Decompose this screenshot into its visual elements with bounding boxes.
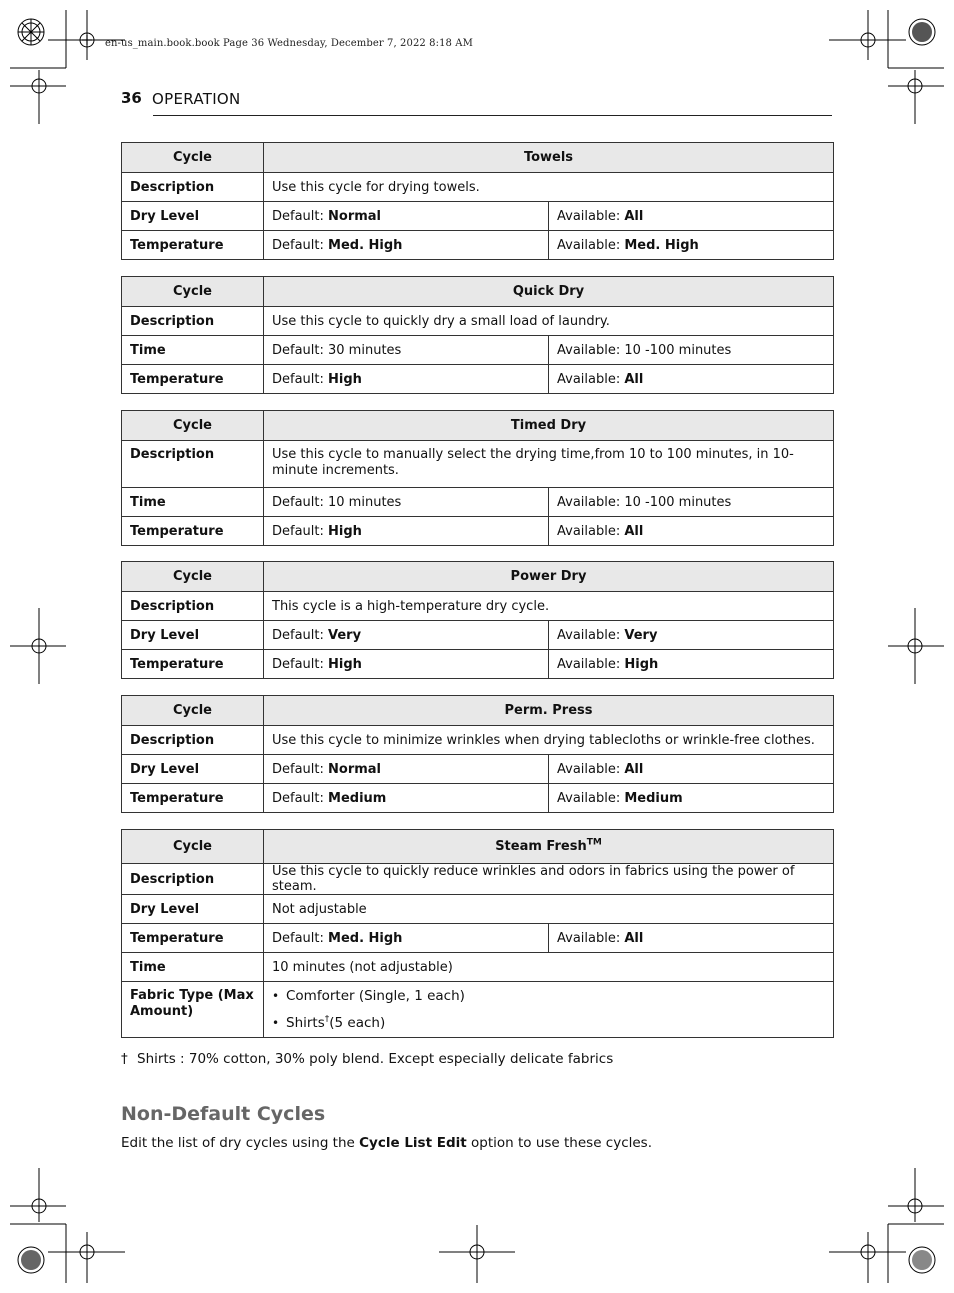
row-label: Temperature <box>122 650 264 679</box>
row-label: Description <box>122 441 264 488</box>
available-cell: Available: Medium <box>549 784 834 813</box>
available-cell: Available: All <box>549 202 834 231</box>
available-cell: Available: Very <box>549 621 834 650</box>
row-description: Use this cycle to quickly reduce wrinkles and odors in fabrics using the power of steam. <box>264 864 834 895</box>
row-label: Description <box>122 864 264 895</box>
row-label: Temperature <box>122 517 264 546</box>
cycle-table-quick-dry <box>121 276 834 394</box>
header-cycle-name: Perm. Press <box>264 696 834 726</box>
default-cell: Default: High <box>264 650 549 679</box>
row-description: Use this cycle to quickly dry a small load of laundry. <box>264 307 834 336</box>
table-row <box>122 517 834 546</box>
header-cycle-name: Quick Dry <box>264 277 834 307</box>
row-label: Temperature <box>122 924 264 953</box>
row-label: Description <box>122 173 264 202</box>
default-cell: Default: Med. High <box>264 924 549 953</box>
row-description: Use this cycle to manually select the drying time,from 10 to 100 minutes, in 10-minute increments. <box>264 441 834 488</box>
table-row <box>122 202 834 231</box>
header-cycle: Cycle <box>122 562 264 592</box>
header-cycle-name: Steam Fresh™ <box>264 830 834 864</box>
cycle-table-towels <box>121 142 834 260</box>
row-description: Use this cycle for drying towels. <box>264 173 834 202</box>
cycle-table-steam-fresh <box>121 829 834 1038</box>
fabric-list-cell <box>264 982 834 1038</box>
list-item: • Shirts†(5 each) <box>272 1015 825 1031</box>
print-info-line: en-us_main.book.book Page 36 Wednesday, December 7, 2022 8:18 AM <box>105 38 473 49</box>
table-row <box>122 784 834 813</box>
row-label: Dry Level <box>122 895 264 924</box>
row-label: Description <box>122 726 264 755</box>
row-description: Use this cycle to minimize wrinkles when drying tablecloths or wrinkle-free clothes. <box>264 726 834 755</box>
table-row <box>122 441 834 488</box>
available-cell: Available: All <box>549 755 834 784</box>
table-row <box>122 173 834 202</box>
page-header <box>121 89 832 117</box>
header-cycle: Cycle <box>122 143 264 173</box>
table-row <box>122 726 834 755</box>
table-row <box>122 864 834 895</box>
non-default-cycles-text: Edit the list of dry cycles using the Cycle List Edit option to use these cycles. <box>121 1135 653 1151</box>
header-rule <box>153 115 832 116</box>
row-label: Time <box>122 953 264 982</box>
table-row <box>122 307 834 336</box>
default-cell: Default: Very <box>264 621 549 650</box>
row-label: Time <box>122 488 264 517</box>
table-row <box>122 592 834 621</box>
page-number: 36 <box>121 89 142 107</box>
available-cell: Available: Med. High <box>549 231 834 260</box>
table-row <box>122 336 834 365</box>
row-label: Dry Level <box>122 621 264 650</box>
table-header-row <box>122 562 834 592</box>
default-cell: Default: Normal <box>264 202 549 231</box>
time-cell: 10 minutes (not adjustable) <box>264 953 834 982</box>
default-cell: Default: High <box>264 517 549 546</box>
cycle-table-timed-dry <box>121 410 834 546</box>
row-label: Time <box>122 336 264 365</box>
default-cell: Default: Medium <box>264 784 549 813</box>
header-cycle: Cycle <box>122 696 264 726</box>
header-cycle: Cycle <box>122 277 264 307</box>
header-cycle: Cycle <box>122 411 264 441</box>
default-cell: Default: High <box>264 365 549 394</box>
table-row <box>122 650 834 679</box>
available-cell: Available: 10 -100 minutes <box>549 488 834 517</box>
table-row <box>122 231 834 260</box>
table-header-row <box>122 411 834 441</box>
fabric-list <box>272 982 825 1037</box>
table-header-row <box>122 277 834 307</box>
default-cell: Default: 10 minutes <box>264 488 549 517</box>
available-cell: Available: 10 -100 minutes <box>549 336 834 365</box>
row-label: Temperature <box>122 784 264 813</box>
default-cell: Default: Med. High <box>264 231 549 260</box>
table-header-row <box>122 830 834 864</box>
available-cell: Available: High <box>549 650 834 679</box>
table-row <box>122 365 834 394</box>
table-row <box>122 621 834 650</box>
row-label: Temperature <box>122 365 264 394</box>
default-cell: Default: Normal <box>264 755 549 784</box>
header-cycle-name: Timed Dry <box>264 411 834 441</box>
available-cell: Available: All <box>549 365 834 394</box>
header-cycle-name: Power Dry <box>264 562 834 592</box>
cycle-list-edit-term: Cycle List Edit <box>359 1135 467 1151</box>
table-row <box>122 895 834 924</box>
table-row <box>122 755 834 784</box>
section-title: OPERATION <box>152 90 241 108</box>
footnote-text: Shirts : 70% cotton, 30% poly blend. Except especially delicate fabrics <box>137 1051 614 1067</box>
table-row <box>122 924 834 953</box>
table-header-row <box>122 696 834 726</box>
header-cycle-name: Towels <box>264 143 834 173</box>
row-label: Dry Level <box>122 755 264 784</box>
available-cell: Available: All <box>549 924 834 953</box>
cycle-table-power-dry <box>121 561 834 679</box>
row-description: This cycle is a high-temperature dry cycle. <box>264 592 834 621</box>
footnote <box>121 1051 613 1067</box>
list-item: • Comforter (Single, 1 each) <box>272 988 825 1004</box>
row-label: Description <box>122 307 264 336</box>
row-label: Description <box>122 592 264 621</box>
default-cell: Default: 30 minutes <box>264 336 549 365</box>
row-label: Temperature <box>122 231 264 260</box>
header-cycle: Cycle <box>122 830 264 864</box>
non-default-cycles-title: Non-Default Cycles <box>121 1103 326 1125</box>
footnote-mark: † <box>121 1051 128 1067</box>
available-cell: Available: All <box>549 517 834 546</box>
table-row <box>122 488 834 517</box>
table-row <box>122 953 834 982</box>
table-row <box>122 982 834 1038</box>
drylevel-cell: Not adjustable <box>264 895 834 924</box>
row-label: Dry Level <box>122 202 264 231</box>
row-label: Fabric Type (Max Amount) <box>122 982 264 1038</box>
table-header-row <box>122 143 834 173</box>
cycle-table-perm-press <box>121 695 834 813</box>
